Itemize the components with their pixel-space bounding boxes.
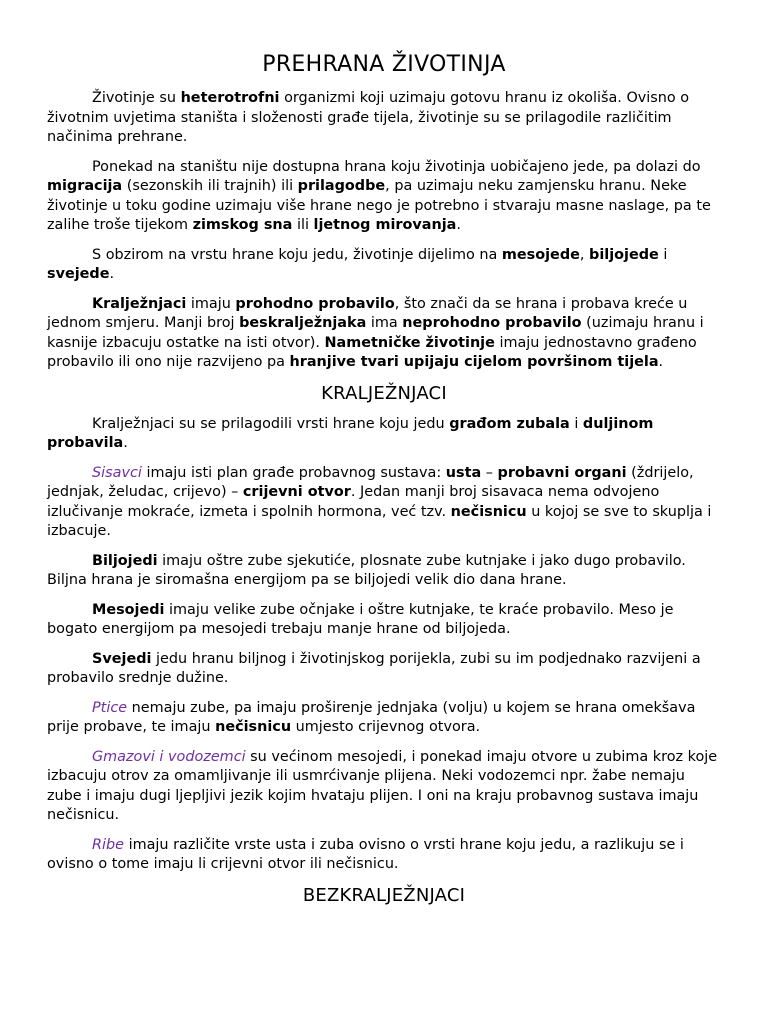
bold-term: beskralježnjaka bbox=[239, 315, 367, 331]
bold-term: probavni organi bbox=[497, 464, 627, 481]
paragraph-ptice bbox=[47, 699, 721, 738]
text-run: imaju isti plan građe probavnog sustava: bbox=[141, 464, 446, 481]
text-run: . bbox=[658, 354, 664, 370]
bold-term: građom zubala bbox=[449, 415, 570, 432]
paragraph-migracije bbox=[47, 158, 721, 236]
text-run: umjesto crijevnog otvora. bbox=[291, 719, 481, 735]
bold-term: prilagodbe bbox=[297, 178, 386, 194]
paragraph-probavilo bbox=[47, 295, 721, 373]
text-run: , pa uzimaju neku zamjensku hranu. Neke životinje u toku godine uzimaju više hrane nego je potrebno i stvaraju masne naslage, pa te zalihe troše tijekom bbox=[47, 178, 711, 233]
text-run: (ždrijelo, jednjak, želudac, crijevo) – bbox=[47, 464, 694, 500]
animal-group-term: Sisavci bbox=[92, 464, 142, 481]
bold-term: Svejedi bbox=[92, 650, 152, 667]
section-heading-bezkraljeznjaci: BEZKRALJEŽNJACI bbox=[302, 884, 466, 906]
text-run: imaju velike zube očnjake i oštre kutnjake, te kraće probavilo. Meso je bogato energijom pa mesojedi trebaju manje hrane od biljojeda. bbox=[47, 601, 674, 637]
text-run: . bbox=[109, 266, 115, 282]
bold-term: biljojede bbox=[589, 246, 659, 263]
bold-term: migracija bbox=[47, 178, 123, 194]
text-run: ima bbox=[366, 315, 403, 331]
paragraph-svejedi bbox=[47, 650, 721, 689]
bold-term: usta bbox=[445, 464, 482, 481]
paragraph-gmazovi bbox=[47, 748, 721, 826]
paragraph-kraljeznjaci-zubalo bbox=[47, 415, 721, 454]
text-run: (sezonskih ili trajnih) ili bbox=[122, 178, 298, 194]
text-run: jedu hranu biljnog i životinjskog porijekla, zubi su im podjednako razvijeni a probavilo srednje dužine. bbox=[47, 650, 701, 686]
paragraph-sisavci bbox=[47, 464, 721, 542]
text-run: imaju različite vrste usta i zuba ovisno o vrsti hrane koju jedu, a razlikuju se i ovisno o tome imaju li crijevni otvor ili nečisnicu. bbox=[47, 836, 684, 872]
text-run: Ponekad na staništu nije dostupna hrana koju životinja uobičajeno jede, pa dolazi do bbox=[92, 158, 701, 175]
text-run: organizmi koji uzimaju gotovu hranu iz okoliša. Ovisno o životnim uvjetima staništa i složenosti građe tijela, životinje su se prilagodile različitim načinima prehrane. bbox=[47, 90, 690, 145]
paragraph-biljojedi bbox=[47, 552, 721, 591]
bold-term: zimskog sna bbox=[192, 217, 293, 233]
bold-term: nečisnicu bbox=[450, 503, 527, 520]
text-run: u kojoj se sve to skuplja i izbacuje. bbox=[47, 503, 712, 539]
text-run: ili bbox=[292, 217, 314, 233]
paragraph-mesojedi bbox=[47, 601, 721, 640]
text-run: . bbox=[123, 435, 128, 451]
bold-term: prohodno probavilo bbox=[235, 295, 395, 312]
bold-term: Biljojedi bbox=[92, 552, 158, 569]
paragraph-intro bbox=[47, 89, 721, 148]
bold-term: crijevni otvor bbox=[242, 484, 351, 500]
text-run: – bbox=[481, 464, 498, 481]
bold-term: Nametničke životinje bbox=[324, 334, 495, 351]
text-run: su većinom mesojedi, i ponekad imaju otvore u zubima kroz koje izbacuju otrov za omamljivanje ili usmrćivanje plijena. Neki vodozemci npr. žabe nemaju zube i imaju dugi ljepljivi jezik kojim hvataju plijen. I oni na kraju probavnog sustava imaju nečisnicu. bbox=[47, 748, 718, 823]
bold-term: nečisnicu bbox=[215, 719, 292, 735]
paragraph-ribe bbox=[47, 836, 721, 875]
text-run: Životinje su bbox=[92, 90, 181, 106]
bold-term: Mesojedi bbox=[92, 601, 165, 618]
paragraph-vrste-hrane bbox=[47, 246, 721, 285]
text-run: (uzimaju hranu i kasnije izbacuju ostatke na isti otvor). bbox=[47, 315, 704, 351]
text-run: , bbox=[579, 246, 590, 263]
bold-term: svejede bbox=[47, 266, 110, 282]
bold-term: duljinom probavila bbox=[47, 415, 654, 451]
text-run: . bbox=[456, 217, 461, 233]
bold-term: hranjive tvari upijaju cijelom površinom tijela bbox=[289, 354, 659, 370]
section-heading-kraljeznjaci: KRALJEŽNJACI bbox=[321, 382, 447, 404]
bold-term: heterotrofni bbox=[180, 90, 280, 106]
text-run: nemaju zube, pa imaju proširenje jednjaka (volju) u kojem se hrana omekšava prije probave, te imaju bbox=[47, 699, 696, 735]
text-run: Kralježnjaci su se prilagodili vrsti hrane koju jedu bbox=[92, 415, 450, 432]
text-run: i bbox=[569, 415, 583, 432]
text-run: imaju jednostavno građeno probavilo ili ono nije razvijeno pa bbox=[47, 334, 697, 370]
text-run: . Jedan manji broj sisavaca nema odvojeno izlučivanje mokraće, izmeta i spolnih hormona, već tzv. bbox=[47, 484, 660, 520]
bold-term: Kralježnjaci bbox=[92, 295, 187, 312]
kraljeznjaci-section bbox=[47, 415, 721, 875]
intro-section bbox=[47, 89, 721, 373]
text-run: , što znači da se hrana i probava kreće u jednom smjeru. Manji broj bbox=[47, 295, 688, 331]
text-run: imaju oštre zube sjekutiće, plosnate zube kutnjake i jako dugo probavilo. Biljna hrana je siromašna energijom pa se biljojedi velik dio dana hrane. bbox=[47, 552, 686, 588]
animal-group-term: Ribe bbox=[92, 836, 124, 853]
text-run: S obzirom na vrstu hrane koju jedu, životinje dijelimo na bbox=[92, 246, 502, 263]
bold-term: neprohodno probavilo bbox=[402, 315, 582, 331]
bold-term: mesojede bbox=[501, 246, 580, 263]
text-run: imaju bbox=[186, 295, 236, 312]
animal-group-term: Ptice bbox=[92, 699, 128, 716]
animal-group-term: Gmazovi i vodozemci bbox=[92, 748, 246, 765]
document-title: PREHRANA ŽIVOTINJA bbox=[262, 52, 506, 77]
text-run: i bbox=[658, 246, 668, 263]
bold-term: ljetnog mirovanja bbox=[313, 217, 457, 233]
